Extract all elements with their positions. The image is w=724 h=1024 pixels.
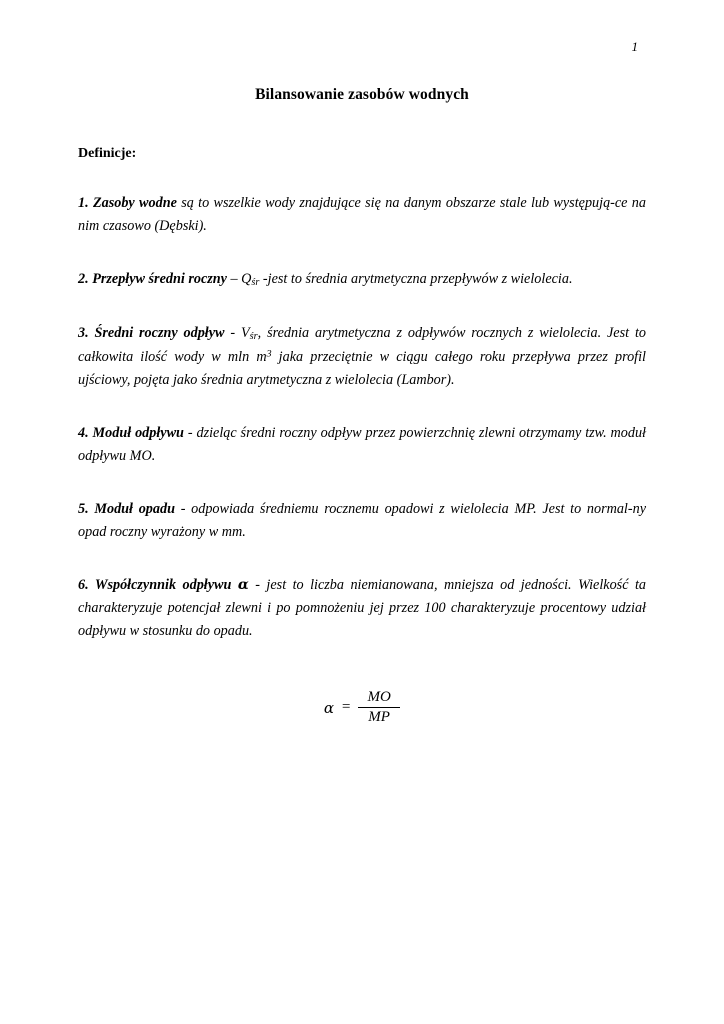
definition-item-4 — [78, 422, 646, 468]
definition-3-body-pre: - V — [224, 324, 250, 341]
definition-item-5 — [78, 498, 646, 544]
definition-4-body: - dzieląc średni roczny odpływ przez powierzchnię zlewni otrzymamy tzw. moduł odpływu MO. — [78, 424, 646, 464]
formula-equals-sign: = — [341, 699, 352, 716]
section-label-definicje: Definicje: — [78, 146, 137, 161]
formula-fraction — [358, 689, 400, 727]
definition-item-6 — [78, 574, 646, 643]
definition-3-lead: 3. Średni roczny odpływ — [78, 324, 225, 341]
definition-2-body-post: -jest to średnia arytmetyczna przepływów z wielolecia. — [259, 271, 573, 287]
definition-4-lead: 4. Moduł odpływu — [78, 424, 184, 441]
definition-3-subscript: śr — [249, 331, 258, 343]
formula-lhs-alpha: α — [323, 698, 334, 717]
definition-3-body-mid: , średnia arytmetyczna z odpływów rocznych z wielolecia. Jest to całkowita ilość wody w mln m — [78, 324, 646, 365]
definition-5-lead: 5. Moduł opadu — [78, 500, 175, 517]
definition-2-subscript: śr — [251, 277, 260, 289]
formula-alpha-mo-mp — [78, 689, 646, 727]
definition-2-body-pre: – Q — [226, 271, 252, 287]
definition-5-body: - odpowiada średniemu rocznemu opadowi z wielolecia MP. Jest to normal-ny opad roczny wyrażony w mm. — [78, 500, 646, 540]
definition-item-3 — [78, 322, 646, 392]
definition-item-1 — [78, 192, 646, 238]
definition-3-superscript: 3 — [266, 348, 272, 360]
definition-6-body: - jest to liczba niemianowana, mniejsza od jedności. Wielkość ta charakteryzuje potencjał zlewni i po pomnożeniu jej przez 100 charakteryzuje procentowy udział odpływu w stosunku do opadu. — [78, 576, 646, 639]
page-number: 1 — [631, 39, 638, 54]
formula-numerator: MO — [367, 688, 391, 705]
definition-3-body-post: jaka przeciętnie w ciągu całego roku przepływa przez profil ujściowy, pojęta jako średnia arytmetyczna z wielolecia (Lambor). — [78, 348, 646, 388]
definition-6-lead: 6. Współczynnik odpływu — [78, 576, 238, 593]
page-title: Bilansowanie zasobów wodnych — [255, 86, 469, 103]
definition-2-lead: 2. Przepływ średni roczny — [78, 271, 227, 287]
formula-denominator: MP — [368, 709, 390, 726]
definition-item-2 — [78, 268, 646, 292]
definition-6-alpha-symbol: α — [237, 576, 249, 593]
definition-1-body: są to wszelkie wody znajdujące się na danym obszarze stale lub występują-ce na nim czasowo (Dębski). — [78, 195, 646, 234]
formula-expression — [324, 689, 400, 727]
definition-1-lead: 1. Zasoby wodne — [78, 195, 177, 211]
